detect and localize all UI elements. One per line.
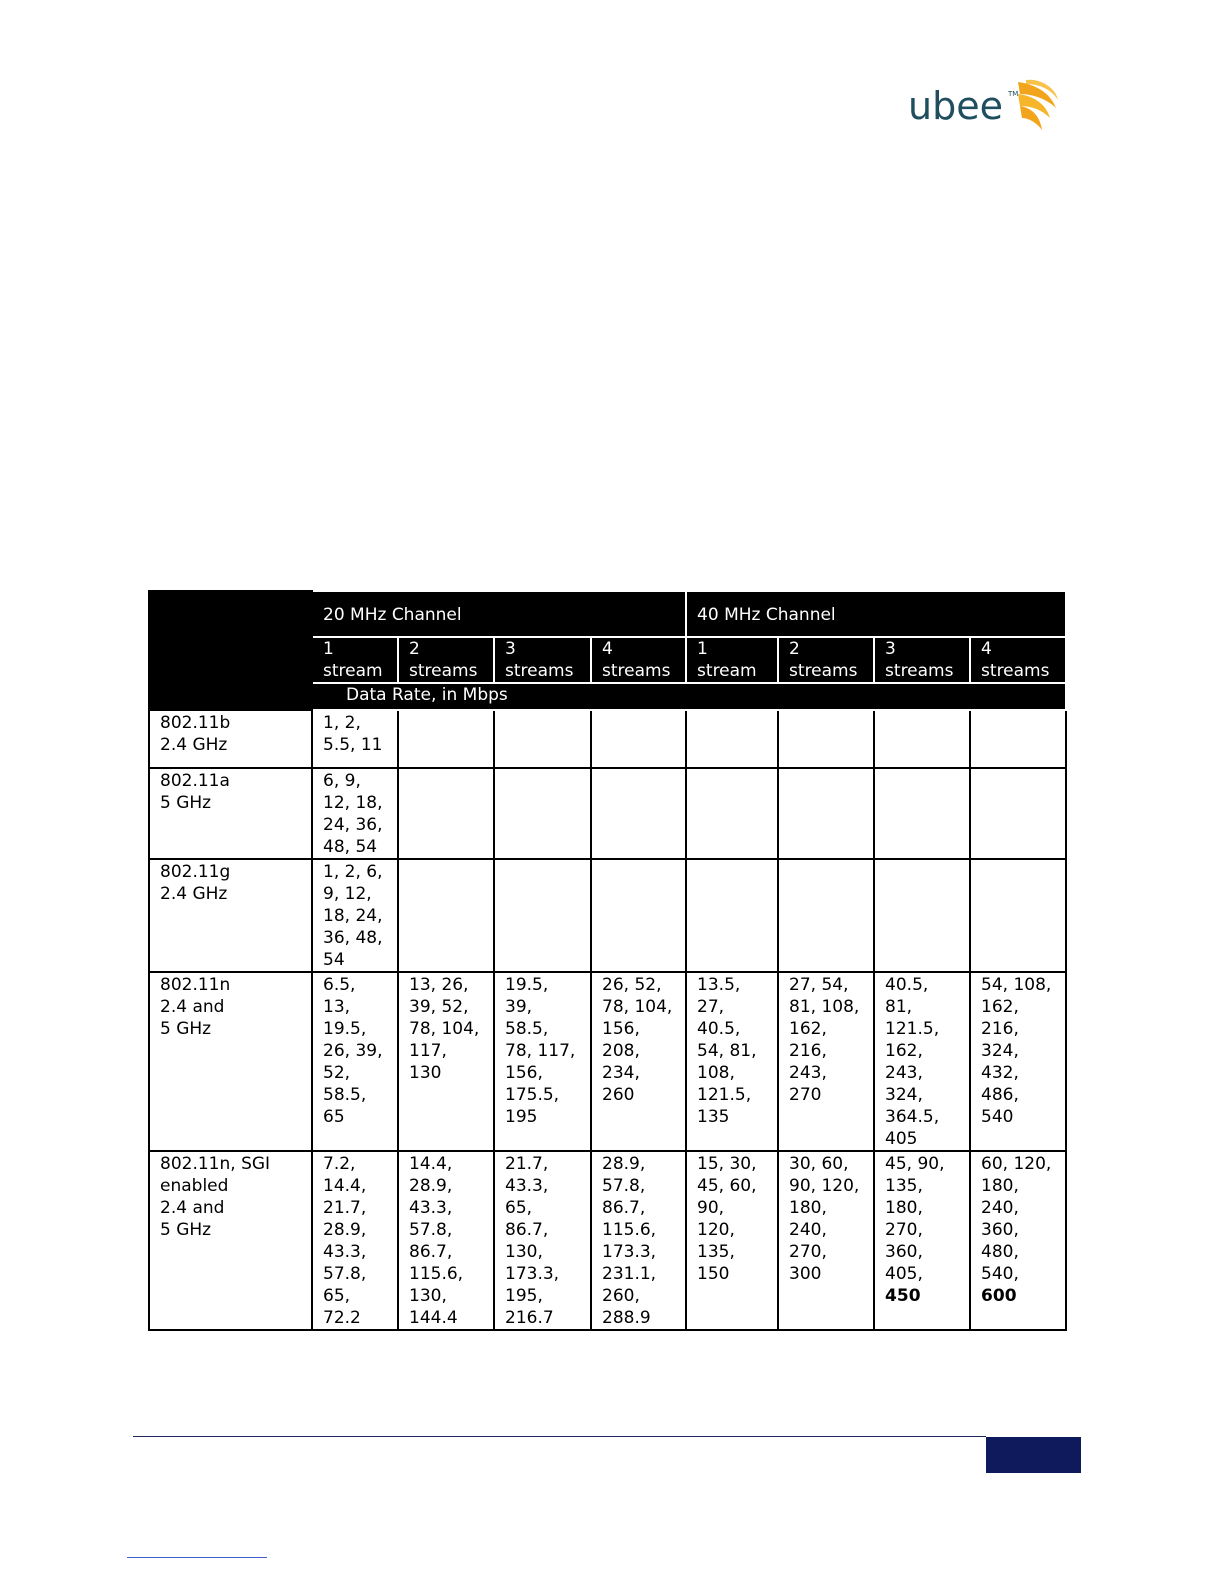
rate-cell: 1, 2, 5.5, 11	[312, 710, 398, 768]
rate-cell: 40.5, 81, 121.5, 162, 243, 324, 364.5, 405	[874, 972, 970, 1151]
ubee-logo	[908, 78, 1060, 140]
table-row	[149, 710, 1066, 768]
max-rate-value: 600	[981, 1286, 1017, 1306]
table-row	[149, 1151, 1066, 1330]
rate-values: 45, 90, 135, 180, 270, 360, 405,	[885, 1154, 945, 1284]
rate-cell	[874, 1151, 970, 1330]
rate-cell	[970, 859, 1066, 972]
page-number-box	[986, 1437, 1081, 1473]
max-rate-value: 450	[885, 1286, 921, 1306]
stream-header: 4 streams	[591, 637, 686, 683]
stream-header: 4 streams	[970, 637, 1066, 683]
standard-cell: 802.11b 2.4 GHz	[149, 710, 312, 768]
header-row-channels	[149, 591, 1066, 637]
stream-header: 3 streams	[874, 637, 970, 683]
rate-cell	[874, 710, 970, 768]
rate-cell: 27, 54, 81, 108, 162, 216, 243, 270	[778, 972, 874, 1151]
table-row	[149, 768, 1066, 859]
rate-cell	[686, 768, 778, 859]
rate-cell: 6, 9, 12, 18, 24, 36, 48, 54	[312, 768, 398, 859]
rate-cell: 26, 52, 78, 104, 156, 208, 234, 260	[591, 972, 686, 1151]
header-40mhz-channel: 40 MHz Channel	[686, 591, 1066, 637]
rate-cell: 15, 30, 45, 60, 90, 120, 135, 150	[686, 1151, 778, 1330]
table-row	[149, 859, 1066, 972]
rate-cell: 54, 108, 162, 216, 324, 432, 486, 540	[970, 972, 1066, 1151]
stream-header: 2 streams	[778, 637, 874, 683]
rate-cell: 14.4, 28.9, 43.3, 57.8, 86.7, 115.6, 130, 144.4	[398, 1151, 494, 1330]
rate-cell: 13, 26, 39, 52, 78, 104, 117, 130	[398, 972, 494, 1151]
rate-cell	[970, 710, 1066, 768]
rate-cell	[494, 859, 591, 972]
rate-cell	[778, 768, 874, 859]
data-rate-label: Data Rate, in Mbps	[312, 683, 1066, 710]
standard-cell: 802.11n 2.4 and 5 GHz	[149, 972, 312, 1151]
rate-cell	[494, 768, 591, 859]
stream-header: 3 streams	[494, 637, 591, 683]
rate-cell	[494, 710, 591, 768]
rate-cell	[970, 768, 1066, 859]
rate-cell	[686, 710, 778, 768]
rate-cell: 21.7, 43.3, 65, 86.7, 130, 173.3, 195, 216.7	[494, 1151, 591, 1330]
rate-cell: 19.5, 39, 58.5, 78, 117, 156, 175.5, 195	[494, 972, 591, 1151]
rate-cell: 28.9, 57.8, 86.7, 115.6, 173.3, 231.1, 260, 288.9	[591, 1151, 686, 1330]
data-rate-table	[148, 590, 1067, 1331]
table-corner-cell	[149, 591, 312, 710]
rate-cell	[970, 1151, 1066, 1330]
rate-cell: 1, 2, 6, 9, 12, 18, 24, 36, 48, 54	[312, 859, 398, 972]
stream-header: 2 streams	[398, 637, 494, 683]
footer-rule	[133, 1436, 986, 1437]
rate-cell: 13.5, 27, 40.5, 54, 81, 108, 121.5, 135	[686, 972, 778, 1151]
stream-header: 1 stream	[686, 637, 778, 683]
rate-cell: 7.2, 14.4, 21.7, 28.9, 43.3, 57.8, 65, 72.2	[312, 1151, 398, 1330]
rate-cell	[591, 859, 686, 972]
footer-link-underline	[127, 1557, 267, 1558]
logo-trademark: TM	[1008, 90, 1019, 98]
rate-cell	[874, 859, 970, 972]
rate-cell	[686, 859, 778, 972]
rate-cell	[778, 710, 874, 768]
header-20mhz-channel: 20 MHz Channel	[312, 591, 686, 637]
stream-header: 1 stream	[312, 637, 398, 683]
rate-cell	[398, 710, 494, 768]
rate-cell: 30, 60, 90, 120, 180, 240, 270, 300	[778, 1151, 874, 1330]
rate-cell: 6.5, 13, 19.5, 26, 39, 52, 58.5, 65	[312, 972, 398, 1151]
standard-cell: 802.11n, SGI enabled 2.4 and 5 GHz	[149, 1151, 312, 1330]
rate-cell	[778, 859, 874, 972]
rate-cell	[874, 768, 970, 859]
logo-wing-icon	[1012, 78, 1060, 136]
rate-cell	[591, 768, 686, 859]
rate-cell	[398, 768, 494, 859]
rate-cell	[398, 859, 494, 972]
logo-wordmark: ubee	[908, 84, 1003, 128]
rate-cell	[591, 710, 686, 768]
rate-values: 60, 120, 180, 240, 360, 480, 540,	[981, 1154, 1052, 1284]
standard-cell: 802.11a 5 GHz	[149, 768, 312, 859]
standard-cell: 802.11g 2.4 GHz	[149, 859, 312, 972]
table-row	[149, 972, 1066, 1151]
